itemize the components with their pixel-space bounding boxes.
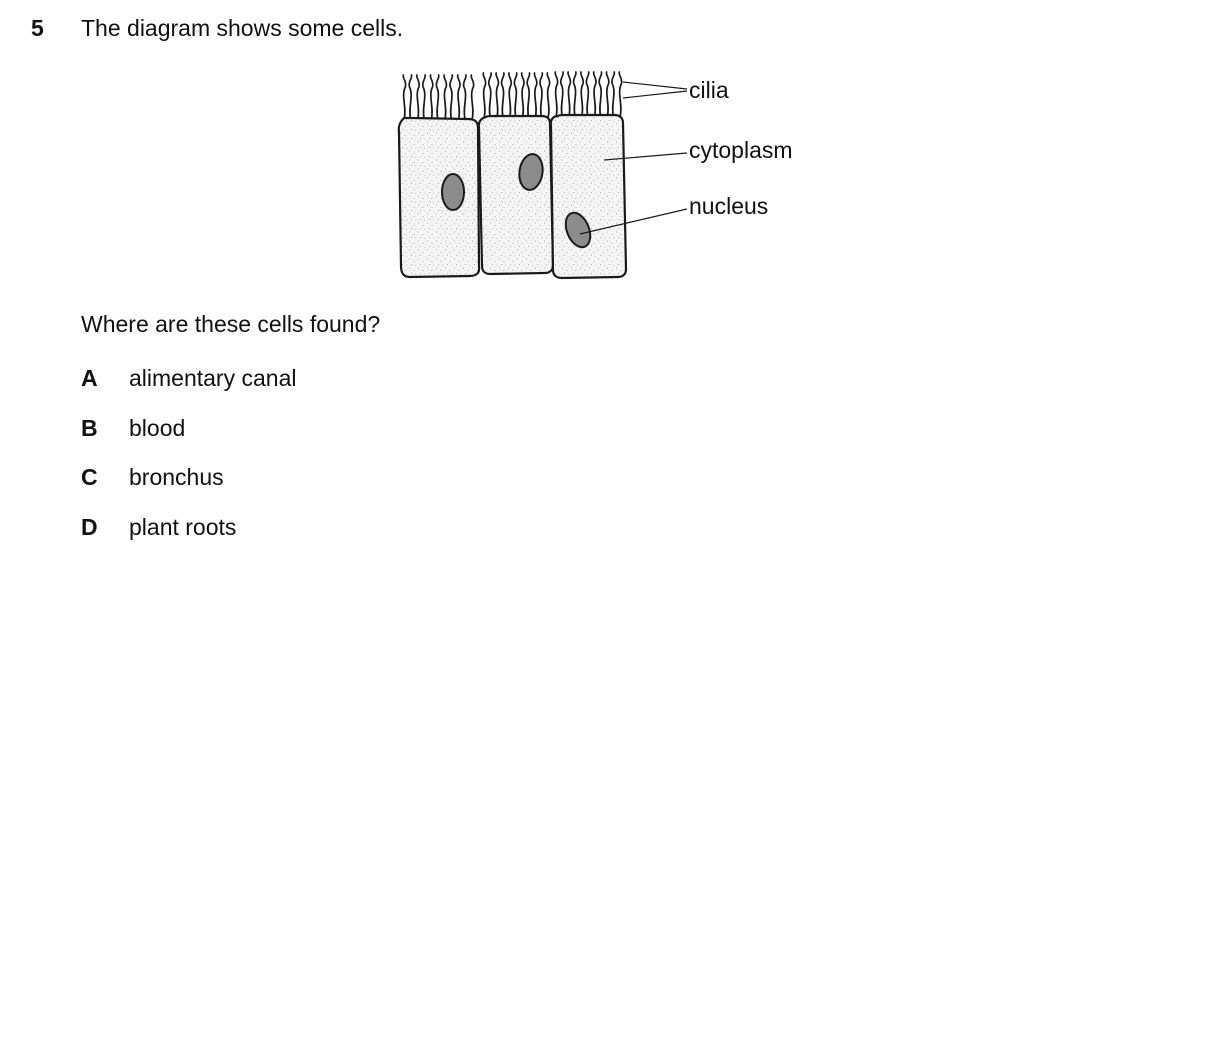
cilium	[501, 73, 504, 118]
cilium	[573, 72, 576, 117]
cilium	[606, 72, 609, 117]
cilium	[458, 75, 461, 120]
cilium	[555, 72, 558, 117]
question-stem: The diagram shows some cells.	[81, 15, 404, 41]
cilium	[586, 72, 589, 117]
cilium	[436, 75, 439, 120]
cilium	[471, 75, 474, 120]
option-b-text: blood	[129, 414, 186, 441]
cilium	[444, 75, 447, 120]
option-d-text: plant roots	[129, 513, 237, 540]
cilium	[509, 73, 512, 118]
question-number: 5	[31, 15, 44, 41]
cilium	[403, 75, 406, 120]
option-c-letter: C	[81, 464, 98, 490]
cilium	[483, 73, 486, 118]
cilium	[409, 75, 412, 120]
nucleus-1	[442, 174, 464, 210]
cilium	[599, 72, 602, 117]
cilium	[612, 72, 615, 117]
cilium	[450, 75, 453, 120]
ciliated-cells-diagram	[390, 68, 810, 284]
cilium	[489, 73, 492, 118]
cells-drawing	[390, 68, 810, 284]
cilia-group	[403, 72, 622, 120]
option-d[interactable]	[81, 513, 481, 541]
option-d-letter: D	[81, 513, 98, 540]
cilium	[430, 75, 433, 120]
cilium	[496, 73, 499, 118]
cilia-leader-line	[623, 91, 687, 98]
cilium	[540, 73, 543, 118]
option-a-text: alimentary canal	[129, 365, 297, 391]
cell-3	[551, 115, 626, 278]
cell-1	[399, 118, 479, 277]
answer-options	[81, 364, 481, 562]
option-b[interactable]	[81, 414, 481, 442]
label-nucleus: nucleus	[689, 193, 769, 219]
cilium	[522, 73, 525, 118]
cilium	[594, 72, 597, 117]
cilium	[463, 75, 466, 120]
cilium	[547, 73, 550, 118]
option-c-text: bronchus	[129, 464, 224, 490]
cilium	[619, 72, 622, 117]
option-a[interactable]	[81, 364, 481, 392]
option-c[interactable]	[81, 463, 481, 491]
cilium	[534, 73, 537, 118]
option-b-letter: B	[81, 414, 98, 441]
cilium	[568, 72, 571, 117]
cilium	[581, 72, 584, 117]
cilia-leader-line	[623, 82, 687, 89]
cell-2	[479, 116, 553, 274]
label-cilia: cilia	[689, 77, 729, 103]
cells-group	[399, 115, 626, 278]
question-prompt: Where are these cells found?	[81, 311, 381, 337]
label-cytoplasm: cytoplasm	[689, 137, 793, 163]
cilium	[561, 72, 564, 117]
cilium	[417, 75, 420, 120]
cilium	[514, 73, 517, 118]
cilium	[527, 73, 530, 118]
option-a-letter: A	[81, 365, 98, 391]
cilium	[423, 75, 426, 120]
